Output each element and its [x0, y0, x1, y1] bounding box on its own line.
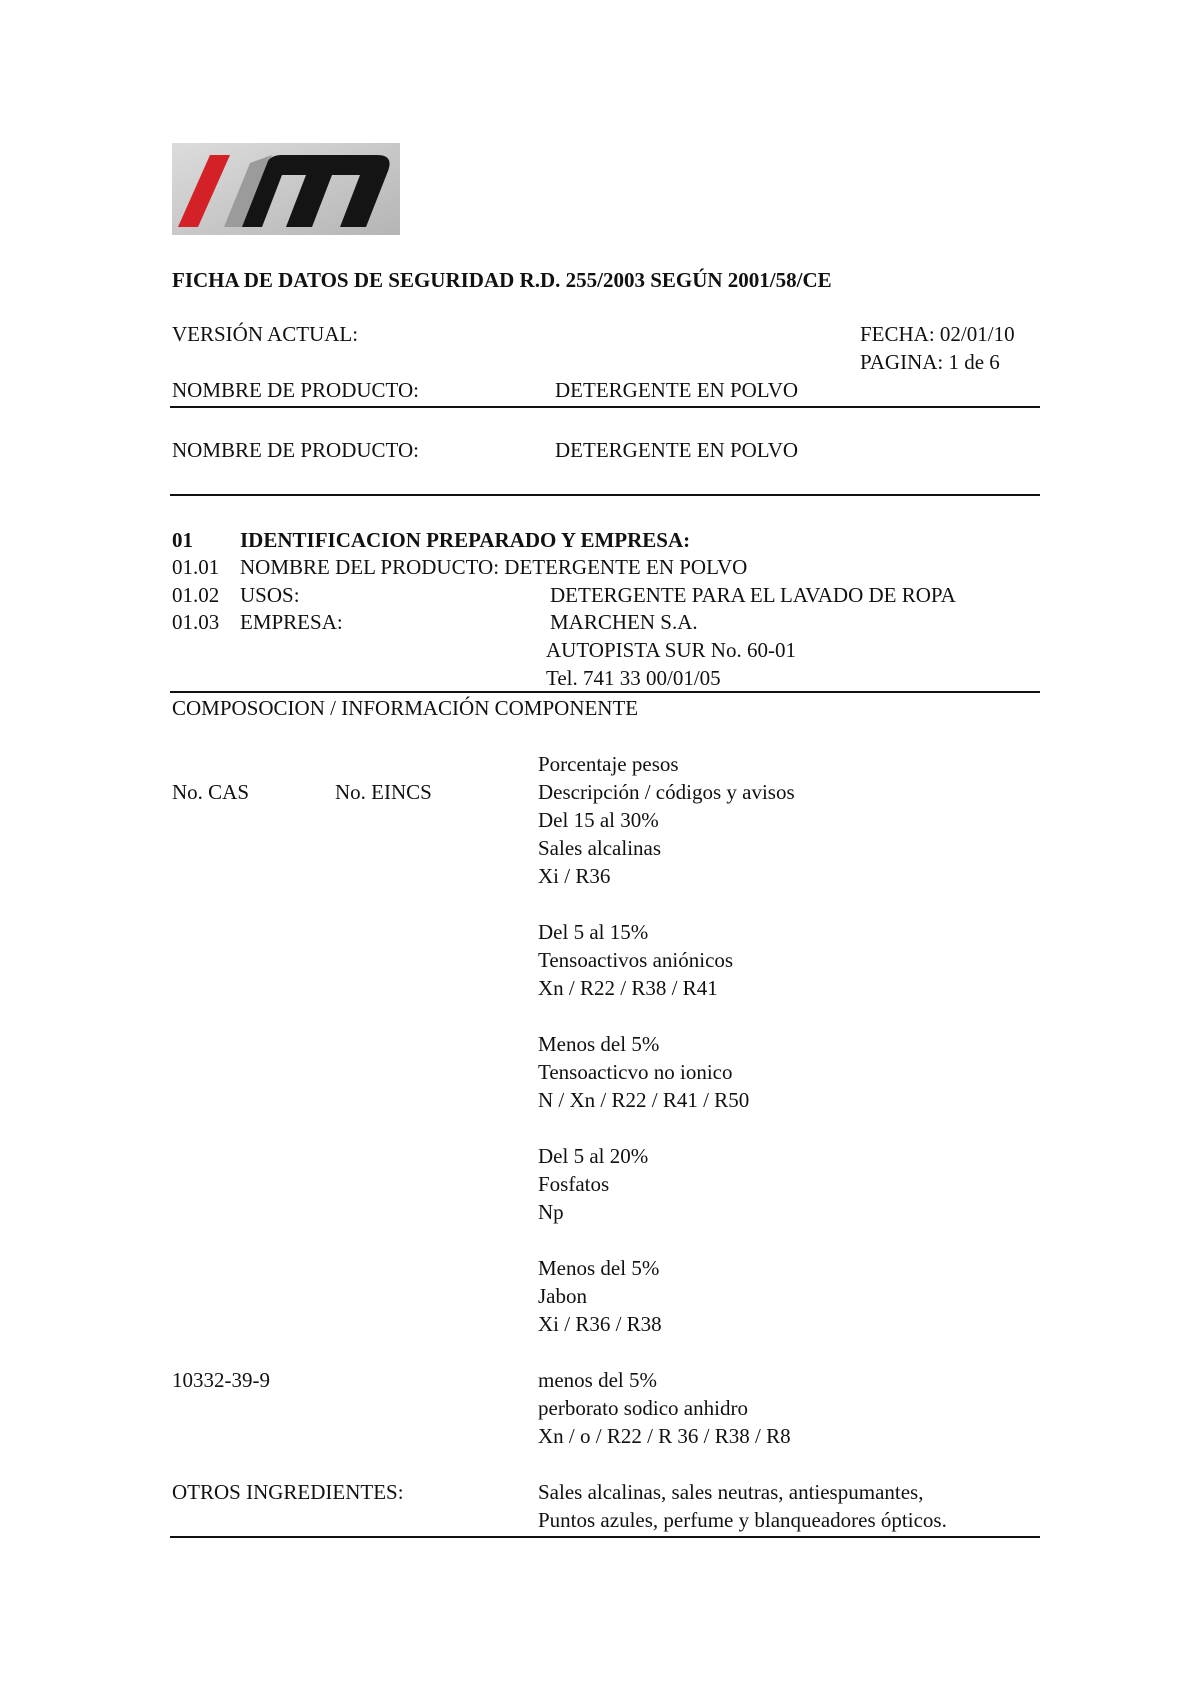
- product-label: NOMBRE DE PRODUCTO:: [172, 378, 419, 402]
- component-percent: Menos del 5%: [538, 1032, 660, 1056]
- component-name: Tensoactivos aniónicos: [538, 948, 734, 972]
- component-percent: menos del 5%: [538, 1368, 657, 1392]
- section-title: IDENTIFICACION PREPARADO Y EMPRESA:: [240, 528, 691, 552]
- other-ingredients-label: OTROS INGREDIENTES:: [172, 1480, 404, 1504]
- product-value: DETERGENTE EN POLVO: [555, 378, 799, 402]
- row-code: 01.01: [172, 555, 220, 579]
- product-label-repeat: NOMBRE DE PRODUCTO:: [172, 438, 419, 462]
- component-codes: N / Xn / R22 / R41 / R50: [538, 1088, 750, 1112]
- composition-title: COMPOSOCION / INFORMACIÓN COMPONENTE: [172, 696, 639, 720]
- row-label: NOMBRE DEL PRODUCTO: DETERGENTE EN POLVO: [240, 555, 748, 579]
- component-name: Fosfatos: [538, 1172, 610, 1196]
- component-name: Jabon: [538, 1284, 587, 1308]
- component-name: perborato sodico anhidro: [538, 1396, 748, 1420]
- date-text: FECHA: 02/01/10: [860, 322, 1015, 346]
- other-ingredients-text: Sales alcalinas, sales neutras, antiespumantes,: [538, 1480, 924, 1504]
- component-name: Tensoacticvo no ionico: [538, 1060, 733, 1084]
- column-header-desc: Porcentaje pesos: [538, 752, 679, 776]
- component-percent: Del 5 al 20%: [538, 1144, 649, 1168]
- company-address: AUTOPISTA SUR No. 60-01: [546, 638, 796, 662]
- column-header-desc: Descripción / códigos y avisos: [538, 780, 795, 804]
- row-value: DETERGENTE PARA EL LAVADO DE ROPA: [550, 583, 956, 607]
- row-value: MARCHEN S.A.: [550, 610, 698, 634]
- version-label: VERSIÓN ACTUAL:: [172, 322, 359, 346]
- component-codes: Xn / o / R22 / R 36 / R38 / R8: [538, 1424, 791, 1448]
- column-header-cas: No. CAS: [172, 780, 250, 804]
- row-code: 01.03: [172, 610, 220, 634]
- component-percent: Del 15 al 30%: [538, 808, 659, 832]
- company-phone: Tel. 741 33 00/01/05: [546, 666, 721, 690]
- page-number: PAGINA: 1 de 6: [860, 350, 1000, 374]
- document-title: FICHA DE DATOS DE SEGURIDAD R.D. 255/2003 SEGÚN 2001/58/CE: [172, 268, 832, 292]
- row-label: EMPRESA:: [240, 610, 343, 634]
- divider: [170, 691, 1040, 693]
- divider: [170, 494, 1040, 496]
- component-cas: 10332-39-9: [172, 1368, 270, 1392]
- row-label: USOS:: [240, 583, 300, 607]
- section-number: 01: [172, 528, 193, 552]
- component-percent: Menos del 5%: [538, 1256, 660, 1280]
- component-percent: Del 5 al 15%: [538, 920, 649, 944]
- product-value-repeat: DETERGENTE EN POLVO: [555, 438, 799, 462]
- row-code: 01.02: [172, 583, 220, 607]
- component-codes: Np: [538, 1200, 564, 1224]
- company-logo: [172, 143, 400, 235]
- divider: [170, 406, 1040, 408]
- component-codes: Xi / R36: [538, 864, 611, 888]
- component-name: Sales alcalinas: [538, 836, 662, 860]
- component-codes: Xi / R36 / R38: [538, 1312, 662, 1336]
- column-header-eincs: No. EINCS: [335, 780, 432, 804]
- component-codes: Xn / R22 / R38 / R41: [538, 976, 718, 1000]
- divider: [170, 1536, 1040, 1538]
- other-ingredients-text: Puntos azules, perfume y blanqueadores ópticos.: [538, 1508, 947, 1532]
